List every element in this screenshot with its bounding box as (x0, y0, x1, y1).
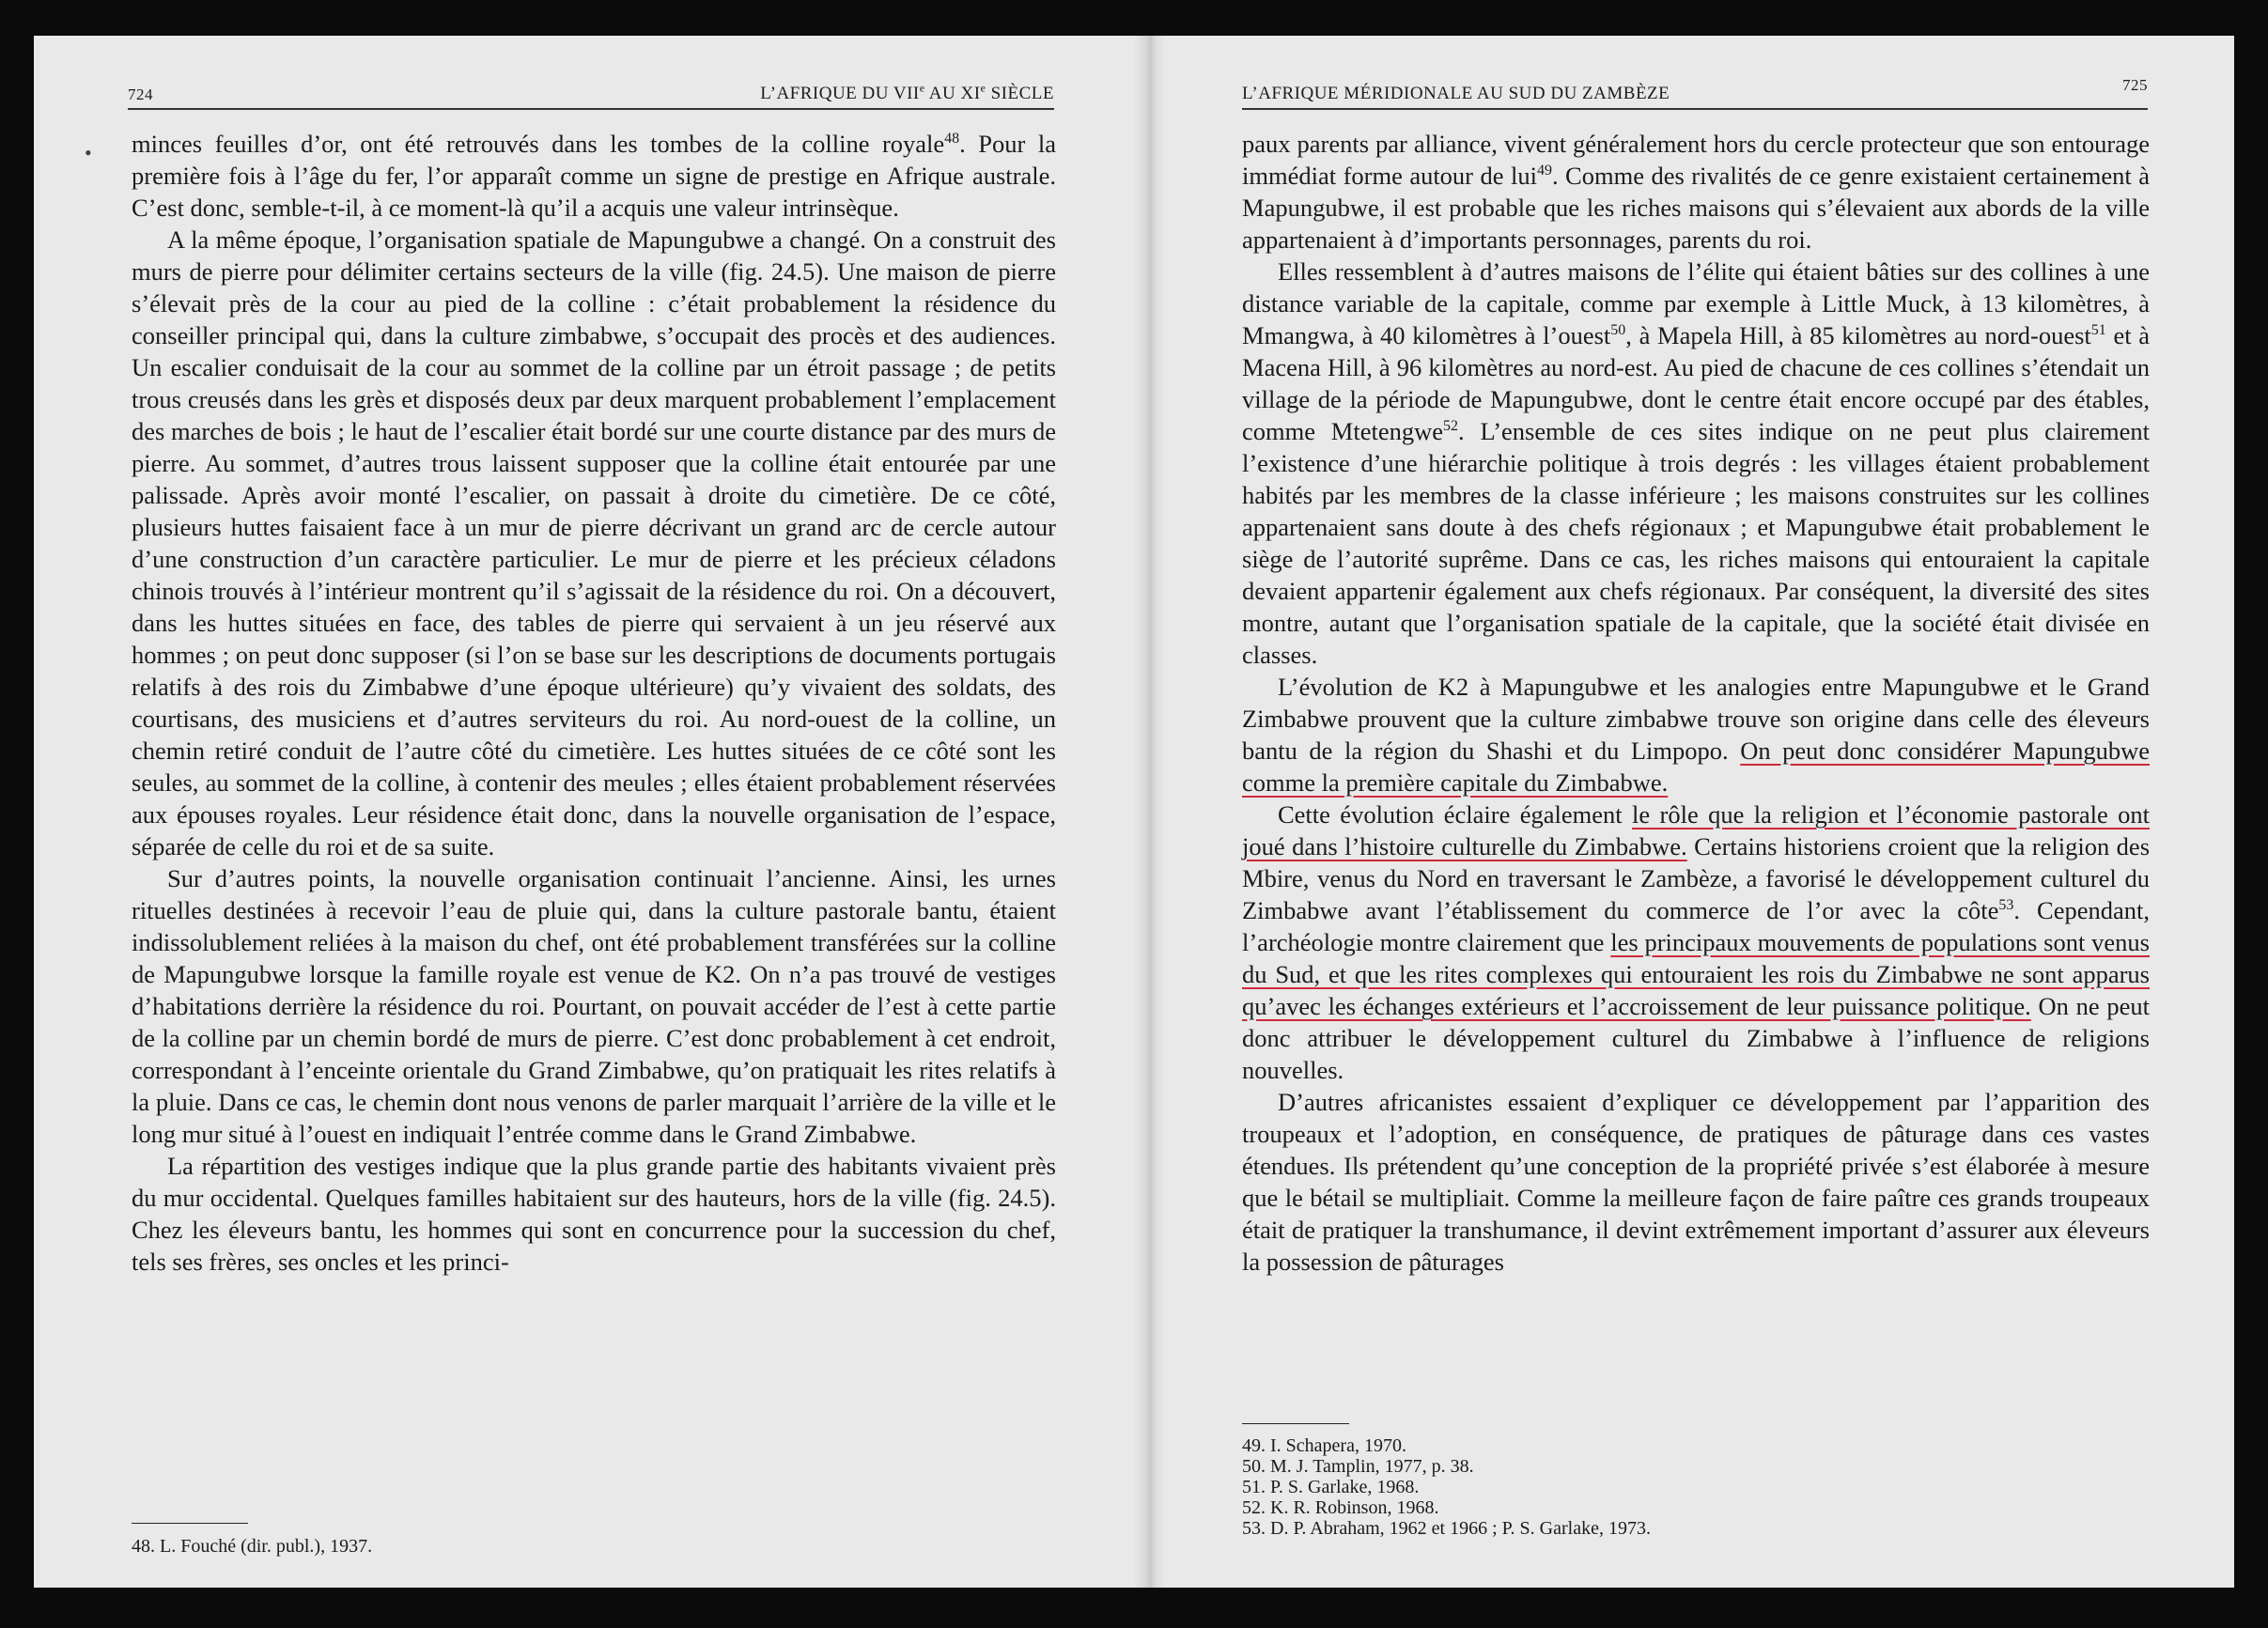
footnote-ref: 48 (944, 131, 960, 147)
right-body-text (1242, 128, 2150, 1278)
paragraph (1242, 128, 2150, 256)
footnote: 51. P. S. Garlake, 1968. (1242, 1477, 1420, 1497)
text-run: paux parents par alliance, vivent généralement hors du cercle protecteur que son entourage immédiat forme autour de lui (1242, 130, 2150, 190)
right-page (1161, 36, 2234, 1588)
left-page-header (128, 78, 1054, 110)
footnote: 52. K. R. Robinson, 1968. (1242, 1497, 1439, 1518)
footnote: 48. L. Fouché (dir. publ.), 1937. (132, 1536, 373, 1557)
right-footnote-rule (1242, 1423, 1349, 1424)
paragraph (1242, 671, 2150, 798)
text-run: D’autres africanistes essaient d’expliquer ce développement par l’apparition des troupeaux et l’adoption, en conséquence, de pratiques de pâturage dans ces vastes étendues. Ils prétendent qu’une conception de la propriété privée s’est élaborée à mesure que le bétail se multipliait. Comme la meilleure façon de faire paître ces grands troupeaux était de pratiquer la transhumance, il devint extrêmement important d’assurer aux éleveurs la possession de pâturages (1242, 1088, 2150, 1276)
text-run: . Comme des rivalités de ce genre existaient certainement à Mapungubwe, il est probable que les riches maisons qui s’élevaient aux abords de la ville appartenaient à d’importants personnages, parents du roi. (1242, 162, 2150, 254)
left-body-text (132, 128, 1056, 1278)
text-run: L’évolution de K2 à Mapungubwe et les analogies entre Mapungubwe et le Grand Zimbabwe prouvent que la culture zimbabwe trouve son origine dans celle des éleveurs bantu de la région du Shashi et du Limpopo. (1242, 673, 2150, 765)
right-footnotes (1242, 1435, 1651, 1539)
text-run: et à Macena Hill, à 96 kilomètres au nord-est. Au pied de chacune de ces collines s’étendait un village de la période de Mapungubwe, dont le centre était encore occupé par des étables, comme Mtetengwe (1242, 321, 2150, 445)
footnote-ref: 50 (1610, 322, 1626, 339)
footnote-ref: 53 (1998, 897, 2014, 914)
paragraph (132, 224, 1056, 862)
text-run: Sur d’autres points, la nouvelle organisation continuait l’ancienne. Ainsi, les urnes rituelles destinées à recevoir l’eau de pluie qui, dans la culture pastorale bantu, étaient indissolublement reliées à la maison du chef, ont été probablement transférées sur la colline de Mapungubwe lorsque la famille royale est venue de K2. On n’a pas trouvé de vestiges d’habitations derrière la résidence du roi. Pourtant, on pouvait accéder de l’est à cette partie de la colline par un chemin bordé de murs de pierre. C’est donc probablement à cet endroit, correspondant à l’enceinte orientale du Grand Zimbabwe, qu’on pratiquait les rites relatifs à la pluie. Dans ce cas, le chemin dont nous venons de parler marquait l’arrière de la ville et le long mur situé à l’ouest en indiquait l’entrée comme dans le Grand Zimbabwe. (132, 864, 1056, 1148)
text-run: . L’ensemble de ces sites indique on ne peut plus clairement l’existence d’une hiérarchie politique à trois degrés : les villages étaient probablement habités par les membres de la classe inférieure ; les maisons construites sur les collines appartenaient sans doute à des chefs régionaux ; et Mapungubwe était probablement le siège de l’autorité suprême. Dans ce cas, les riches maisons qui entouraient la capitale devaient appartenir également aux chefs régionaux. Par conséquent, la diversité des sites montre, autant que l’organisation spatiale de la capitale, que la société était divisée en classes. (1242, 417, 2150, 669)
underlined-text: On peut donc considérer Mapungubwe comme la première capitale du Zimbabwe. (1242, 736, 2150, 797)
underlined-text: le rôle que la religion et l’économie pastorale ont joué dans l’histoire culturelle du Zimbabwe. (1242, 800, 2150, 861)
footnote: 49. I. Schapera, 1970. (1242, 1435, 1406, 1456)
text-run: Certains historiens croient que la religion des Mbire, venus du Nord en traversant le Zambèze, a favorisé le développement culturel du Zimbabwe avant l’établissement du commerce de l’or avec la côte (1242, 832, 2151, 924)
left-page (34, 36, 1139, 1588)
left-page-number: 724 (128, 85, 153, 103)
text-run: . Cependant, l’archéologie montre clairement que (1242, 896, 2151, 956)
footnote-ref: 51 (2090, 322, 2106, 339)
left-footnotes (132, 1536, 372, 1557)
footnote-ref: 49 (1536, 163, 1552, 179)
text-run: Cette évolution éclaire également (1278, 800, 1633, 829)
text-run: A la même époque, l’organisation spatiale de Mapungubwe a changé. On a construit des murs de pierre pour délimiter certains secteurs de la ville (fig. 24.5). Une maison de pierre s’élevait près de la cour au pied de la colline : c’était probablement la résidence du conseiller principal qui, dans la culture zimbabwe, s’occupait des procès et des audiences. Un escalier conduisait de la cour au sommet de la colline par un étroit passage ; de petits trous creusés dans les grès et disposés deux par deux marquent probablement l’emplacement des marches de bois ; le haut de l’escalier était bordé sur une courte distance par des murs de pierre. Au sommet, d’autres trous laissent supposer que la colline était entourée par une palissade. Après avoir monté l’escalier, on passait à droite du cimetière. De ce côté, plusieurs huttes faisaient face à un mur de pierre décrivant un grand arc de cercle autour d’une construction d’un caractère particulier. Le mur de pierre et les précieux céladons chinois trouvés à l’intérieur montrent qu’il s’agissait de la résidence du roi. On a découvert, dans les huttes situées en face, des tables de pierre qui servaient à un jeu réservé aux hommes ; on peut donc supposer (si l’on se base sur les descriptions de documents portugais relatifs à des rois du Zimbabwe d’une époque ultérieure) qu’y vivaient des soldats, des courtisans, des musiciens et d’autres serviteurs du roi. Au nord-ouest de la colline, un chemin retiré conduit de l’autre côté du cimetière. Les huttes situées de ce côté sont les seules, au sommet de la colline, à contenir des meules ; elles étaient probablement réservées aux épouses royales. Leur résidence était donc, dans la nouvelle organisation de l’espace, séparée de celle du roi et de sa suite. (132, 225, 1056, 861)
footnote: 50. M. J. Tamplin, 1977, p. 38. (1242, 1456, 1474, 1477)
footnote: 53. D. P. Abraham, 1962 et 1966 ; P. S. Garlake, 1973. (1242, 1518, 1651, 1539)
paragraph (132, 128, 1056, 224)
underlined-text: les principaux mouvements de populations sont venus du Sud, et que les rites complexes qui entouraient les rois du Zimbabwe ne sont apparus qu’avec les échanges extérieurs et l’accroissement de leur puissance politique. (1242, 928, 2150, 1020)
text-run: Elles ressemblent à d’autres maisons de l’élite qui étaient bâties sur des collines à une distance variable de la capitale, comme par exemple à Little Muck, à 13 kilomètres, à Mmangwa, à 40 kilomètres à l’ouest (1242, 257, 2150, 349)
paragraph (132, 1150, 1056, 1278)
right-running-title: L’AFRIQUE MÉRIDIONALE AU SUD DU ZAMBÈZE (1242, 84, 1670, 103)
paragraph (1242, 798, 2150, 1086)
paragraph (1242, 256, 2150, 671)
text-run: On ne peut donc attribuer le développement culturel du Zimbabwe à l’influence de religions nouvelles. (1242, 992, 2150, 1084)
text-run: . Pour la première fois à l’âge du fer, l’or apparaît comme un signe de prestige en Afrique australe. C’est donc, semble-t-il, à ce moment-là qu’il a acquis une valeur intrinsèque. (132, 130, 1056, 222)
text-run: La répartition des vestiges indique que la plus grande partie des habitants vivaient près du mur occidental. Quelques familles habitaient sur des hauteurs, hors de la ville (fig. 24.5). Chez les éleveurs bantu, les hommes qui sont en concurrence pour la succession du chef, tels ses frères, ses oncles et les princi- (132, 1152, 1056, 1276)
right-page-number: 725 (2122, 76, 2148, 94)
margin-bullet: • (85, 141, 92, 164)
footnote-ref: 52 (1443, 418, 1459, 435)
paragraph (1242, 1086, 2150, 1278)
right-page-header (1242, 78, 2148, 110)
book-spread (34, 36, 2234, 1588)
left-footnote-rule (132, 1523, 248, 1524)
text-run: , à Mapela Hill, à 85 kilomètres au nord-ouest (1625, 321, 2091, 349)
text-run: minces feuilles d’or, ont été retrouvés dans les tombes de la colline royale (132, 130, 945, 158)
paragraph (132, 862, 1056, 1150)
left-running-title: L’AFRIQUE DU VIIe AU XIe SIÈCLE (760, 81, 1054, 103)
